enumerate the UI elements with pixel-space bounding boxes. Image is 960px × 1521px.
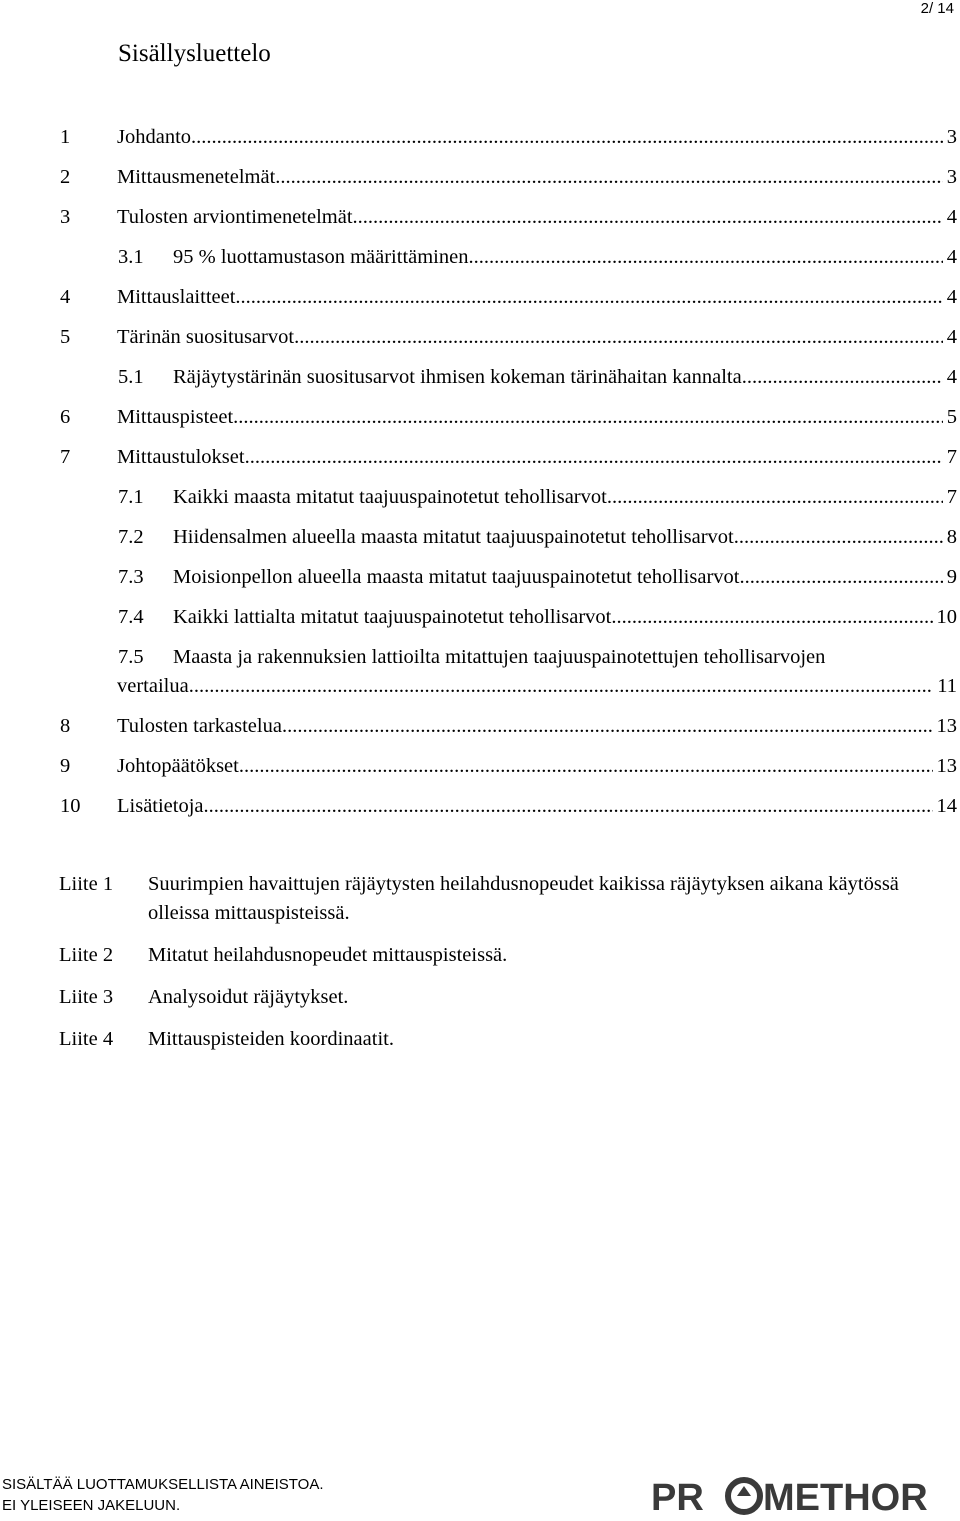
toc-entry-number: 6: [60, 406, 71, 428]
toc-entry-page: 4: [946, 246, 957, 268]
toc-entry-page: 8: [946, 526, 957, 548]
toc-entry-number: 7.1: [118, 486, 144, 508]
toc-entry[interactable]: [60, 637, 957, 706]
toc-entry-page: 7: [946, 446, 957, 468]
toc-entry-number: 7.2: [118, 526, 144, 548]
appendix-label: Liite 1: [59, 873, 114, 895]
toc-entry[interactable]: [60, 197, 957, 237]
toc-entry-number: 3: [60, 206, 71, 228]
table-of-contents: [60, 117, 957, 826]
toc-dot-leader: [189, 666, 934, 706]
toc-dot-leader: [742, 357, 943, 397]
toc-entry-page: 4: [946, 206, 957, 228]
toc-entry-title: Johdanto: [117, 126, 192, 148]
toc-entry-page: 11: [937, 675, 957, 697]
toc-entry-title: Lisätietoja: [117, 795, 204, 817]
toc-entry-title: Kaikki lattialta mitatut taajuuspainotetut tehollisarvot: [173, 606, 612, 628]
toc-entry-number: 10: [60, 795, 81, 817]
toc-entry-title: Kaikki maasta mitatut taajuuspainotetut tehollisarvot: [173, 486, 607, 508]
toc-dot-leader: [739, 557, 942, 597]
appendix-entry: [59, 941, 959, 970]
appendix-entry: [59, 870, 959, 928]
promethor-logo: [651, 1474, 956, 1521]
toc-entry-title: Hiidensalmen alueella maasta mitatut taajuuspainotetut tehollisarvot: [173, 526, 734, 548]
toc-entry[interactable]: [60, 517, 957, 557]
toc-entry-title: Tulosten tarkastelua: [117, 715, 282, 737]
footer-line-2: EI YLEISEEN JAKELUUN.: [2, 1497, 181, 1514]
appendix-description: Mittauspisteiden koordinaatit.: [148, 1028, 394, 1050]
appendix-description: Analysoidut räjäytykset.: [148, 986, 349, 1008]
toc-dot-leader: [607, 477, 943, 517]
toc-dot-leader: [204, 786, 933, 826]
toc-entry-number: 5.1: [118, 366, 144, 388]
appendix-list: [59, 870, 959, 1067]
appendix-label: Liite 4: [59, 1028, 114, 1050]
toc-entry-number: 3.1: [118, 246, 144, 268]
toc-dot-leader: [294, 317, 943, 357]
toc-entry-title: Tulosten arviontimenetelmät: [117, 206, 353, 228]
toc-entry-page: 13: [936, 715, 957, 737]
toc-entry-page: 4: [946, 286, 957, 308]
toc-dot-leader: [734, 517, 943, 557]
toc-entry-page: 4: [946, 366, 957, 388]
toc-entry-title: Mittauslaitteet: [117, 286, 236, 308]
appendix-description: Mitatut heilahdusnopeudet mittauspisteissä.: [148, 944, 508, 966]
toc-entry-page: 9: [946, 566, 957, 588]
toc-entry-number: 9: [60, 755, 71, 777]
toc-entry[interactable]: [60, 277, 957, 317]
toc-dot-leader: [275, 157, 942, 197]
toc-entry-page: 7: [946, 486, 957, 508]
toc-entry-page: 14: [936, 795, 957, 817]
toc-entry-title: Moisionpellon alueella maasta mitatut taajuuspainotetut tehollisarvot: [173, 566, 740, 588]
toc-entry-number: 7.3: [118, 566, 144, 588]
toc-entry-title: Maasta ja rakennuksien lattioilta mitattujen taajuuspainotettujen tehollisarvojen: [173, 646, 826, 668]
toc-entry-number: 4: [60, 286, 71, 308]
toc-dot-leader: [611, 597, 932, 637]
toc-entry[interactable]: [60, 557, 957, 597]
confidentiality-notice: [2, 1474, 324, 1516]
toc-dot-leader: [353, 197, 943, 237]
footer-line-1: SISÄLTÄÄ LUOTTAMUKSELLISTA AINEISTOA.: [2, 1476, 324, 1493]
toc-entry-number: 5: [60, 326, 71, 348]
toc-entry[interactable]: [60, 237, 957, 277]
toc-entry-page: 4: [946, 326, 957, 348]
appendix-entry: [59, 1025, 959, 1054]
toc-dot-leader: [233, 397, 943, 437]
toc-entry[interactable]: [60, 317, 957, 357]
toc-entry-number: 7.4: [118, 606, 144, 628]
appendix-description: Suurimpien havaittujen räjäytysten heilahdusnopeudet kaikissa räjäytyksen aikana käytössä olleissa mittauspisteissä.: [148, 873, 899, 924]
toc-entry-title: Mittausmenetelmät: [117, 166, 276, 188]
toc-dot-leader: [235, 277, 942, 317]
toc-entry[interactable]: [60, 746, 957, 786]
toc-entry[interactable]: [60, 437, 957, 477]
toc-entry-title: Johtopäätökset: [117, 755, 239, 777]
toc-entry-number: 1: [60, 126, 71, 148]
page-number: 2/ 14: [920, 0, 954, 17]
appendix-label: Liite 2: [59, 944, 114, 966]
toc-entry-title: Tärinän suositusarvot: [117, 326, 295, 348]
toc-entry-number: 2: [60, 166, 71, 188]
toc-entry-title: 95 % luottamustason määrittäminen: [173, 246, 469, 268]
toc-dot-leader: [239, 746, 933, 786]
toc-entry-title: Räjäytystärinän suositusarvot ihmisen kokeman tärinähaitan kannalta: [173, 366, 742, 388]
toc-dot-leader: [191, 117, 943, 157]
toc-entry-page: 3: [946, 166, 957, 188]
toc-entry-number: 7.5: [118, 646, 144, 668]
toc-dot-leader: [245, 437, 943, 477]
appendix-label: Liite 3: [59, 986, 114, 1008]
toc-entry[interactable]: [60, 157, 957, 197]
toc-title: Sisällysluettelo: [118, 40, 271, 67]
toc-entry[interactable]: [60, 477, 957, 517]
appendix-entry: [59, 983, 959, 1012]
toc-entry[interactable]: [60, 597, 957, 637]
toc-entry-title: Mittaustulokset: [117, 446, 245, 468]
toc-entry-number: 8: [60, 715, 71, 737]
toc-entry-page: 13: [936, 755, 957, 777]
toc-entry[interactable]: [60, 786, 957, 826]
toc-entry-page: 5: [946, 406, 957, 428]
toc-dot-leader: [468, 237, 942, 277]
toc-entry[interactable]: [60, 397, 957, 437]
toc-entry[interactable]: [60, 706, 957, 746]
toc-entry-page: 10: [936, 606, 957, 628]
toc-entry-title-continued: vertailua: [117, 675, 189, 697]
toc-entry-page: 3: [946, 126, 957, 148]
svg-text:PR: PR: [651, 1477, 704, 1516]
toc-entry-title: Mittauspisteet: [117, 406, 234, 428]
svg-text:METHOR: METHOR: [763, 1477, 928, 1516]
promethor-logo-image: [651, 1474, 956, 1516]
toc-entry[interactable]: [60, 357, 957, 397]
toc-entry-number: 7: [60, 446, 71, 468]
toc-dot-leader: [282, 706, 933, 746]
toc-entry[interactable]: [60, 117, 957, 157]
